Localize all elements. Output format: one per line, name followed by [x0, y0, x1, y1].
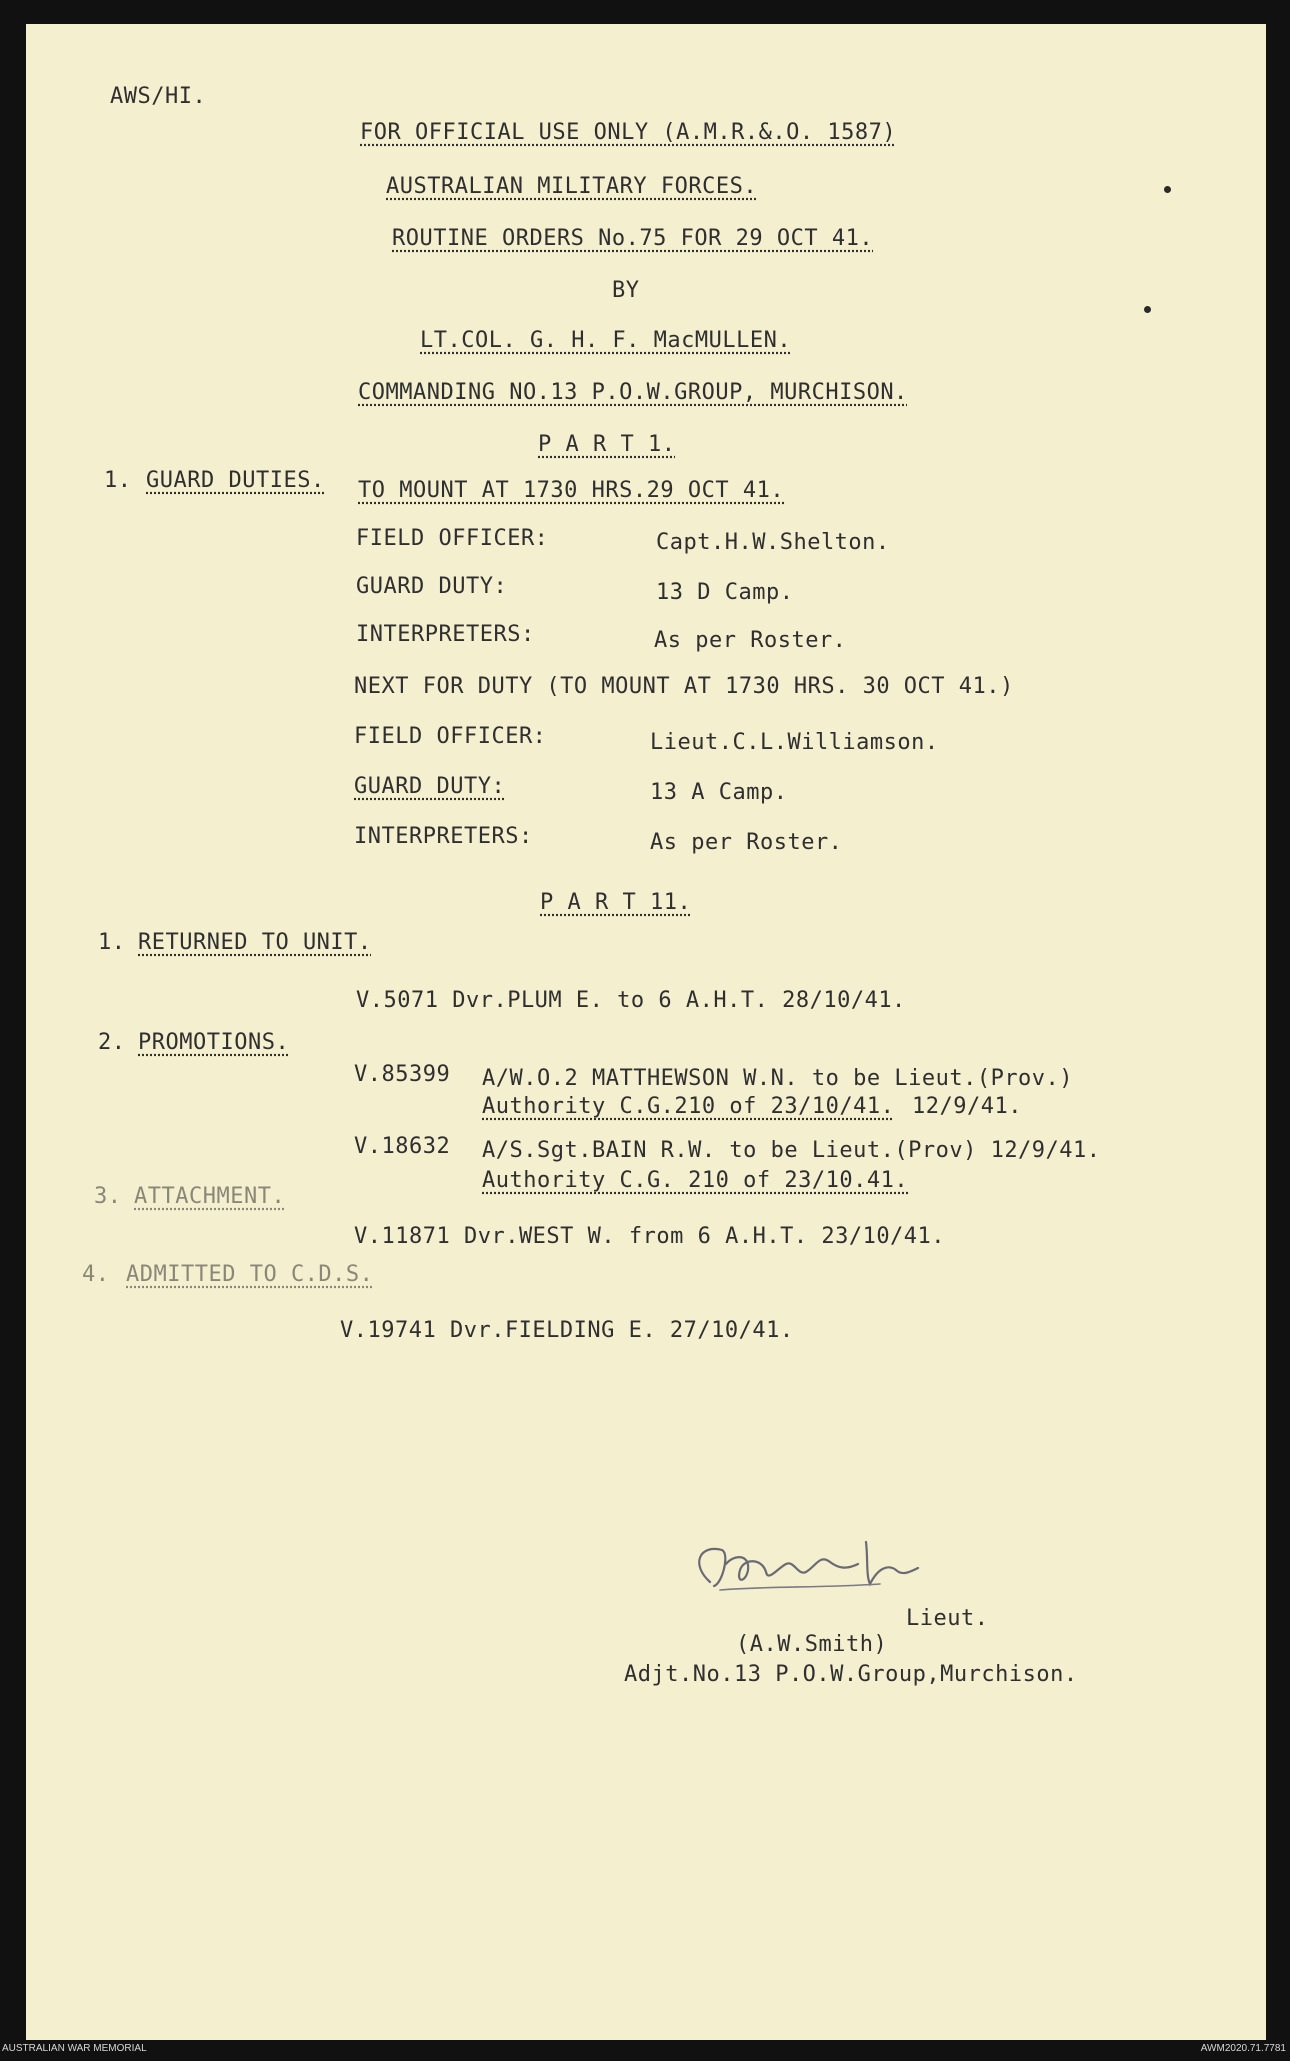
next-for-duty-line: NEXT FOR DUTY (TO MOUNT AT 1730 HRS. 30 OCT 41.) — [354, 674, 1014, 699]
interpreters-label: INTERPRETERS: — [356, 622, 535, 647]
footer-archive-label: AUSTRALIAN WAR MEMORIAL — [2, 2043, 147, 2054]
admitted-heading: ADMITTED TO C.D.S. — [126, 1262, 374, 1287]
routine-orders-line: ROUTINE ORDERS No.75 FOR 29 OCT 41. — [392, 226, 874, 251]
field-officer-value: Lieut.C.L.Williamson. — [650, 730, 939, 755]
returned-to-unit-heading: RETURNED TO UNIT. — [138, 930, 372, 955]
promotion-number: V.18632 — [354, 1134, 451, 1159]
promotion-number: V.85399 — [354, 1062, 451, 1087]
promotion-authority: Authority C.G. 210 of 23/10.41. — [482, 1168, 909, 1193]
section-number: 2. — [98, 1030, 126, 1055]
part-1-title: P A R T 1. — [538, 432, 676, 457]
part-2-title: P A R T 11. — [540, 890, 692, 915]
returned-entry: V.5071 Dvr.PLUM E. to 6 A.H.T. 28/10/41. — [356, 988, 906, 1013]
promotion-date: 12/9/41. — [912, 1094, 1022, 1119]
commander-name: LT.COL. G. H. F. MacMULLEN. — [420, 328, 792, 353]
interpreters-value: As per Roster. — [654, 628, 847, 653]
section-number: 4. — [82, 1262, 110, 1287]
reference-code: AWS/HI. — [110, 84, 207, 109]
field-officer-label: FIELD OFFICER: — [356, 526, 549, 551]
section-number: 1. — [98, 930, 126, 955]
forces-line: AUSTRALIAN MILITARY FORCES. — [386, 174, 758, 199]
mount-line: TO MOUNT AT 1730 HRS.29 OCT 41. — [358, 478, 785, 503]
promotion-text: A/S.Sgt.BAIN R.W. to be Lieut.(Prov) 12/9/41. — [482, 1138, 1101, 1163]
field-officer-value: Capt.H.W.Shelton. — [656, 530, 890, 555]
section-number: 1. — [104, 468, 132, 493]
by-line: BY — [612, 278, 640, 303]
signatory-name: (A.W.Smith) — [736, 1632, 888, 1657]
punch-hole — [1164, 186, 1171, 193]
promotion-authority: Authority C.G.210 of 23/10/41. — [482, 1094, 895, 1119]
attachment-entry: V.11871 Dvr.WEST W. from 6 A.H.T. 23/10/41. — [354, 1224, 946, 1249]
guard-duty-label: GUARD DUTY: — [354, 774, 506, 799]
document-page — [26, 24, 1266, 2040]
guard-duty-value: 13 D Camp. — [656, 580, 794, 605]
guard-duties-heading: GUARD DUTIES. — [146, 468, 325, 493]
footer-accession-number: AWM2020.71.7781 — [1200, 2043, 1286, 2054]
commanding-line: COMMANDING NO.13 P.O.W.GROUP, MURCHISON. — [358, 380, 908, 405]
signatory-title: Adjt.No.13 P.O.W.Group,Murchison. — [624, 1662, 1078, 1687]
punch-hole — [1144, 306, 1151, 313]
field-officer-label: FIELD OFFICER: — [354, 724, 547, 749]
signatory-rank: Lieut. — [906, 1606, 989, 1631]
guard-duty-value: 13 A Camp. — [650, 780, 788, 805]
interpreters-value: As per Roster. — [650, 830, 843, 855]
official-use-line: FOR OFFICIAL USE ONLY (A.M.R.&.O. 1587) — [360, 120, 897, 145]
admitted-entry: V.19741 Dvr.FIELDING E. 27/10/41. — [340, 1318, 794, 1343]
promotions-heading: PROMOTIONS. — [138, 1030, 290, 1055]
guard-duty-label: GUARD DUTY: — [356, 574, 508, 599]
attachment-heading: ATTACHMENT. — [134, 1184, 286, 1209]
section-number: 3. — [94, 1184, 122, 1209]
interpreters-label: INTERPRETERS: — [354, 824, 533, 849]
promotion-text: A/W.O.2 MATTHEWSON W.N. to be Lieut.(Prov.) — [482, 1066, 1074, 1091]
